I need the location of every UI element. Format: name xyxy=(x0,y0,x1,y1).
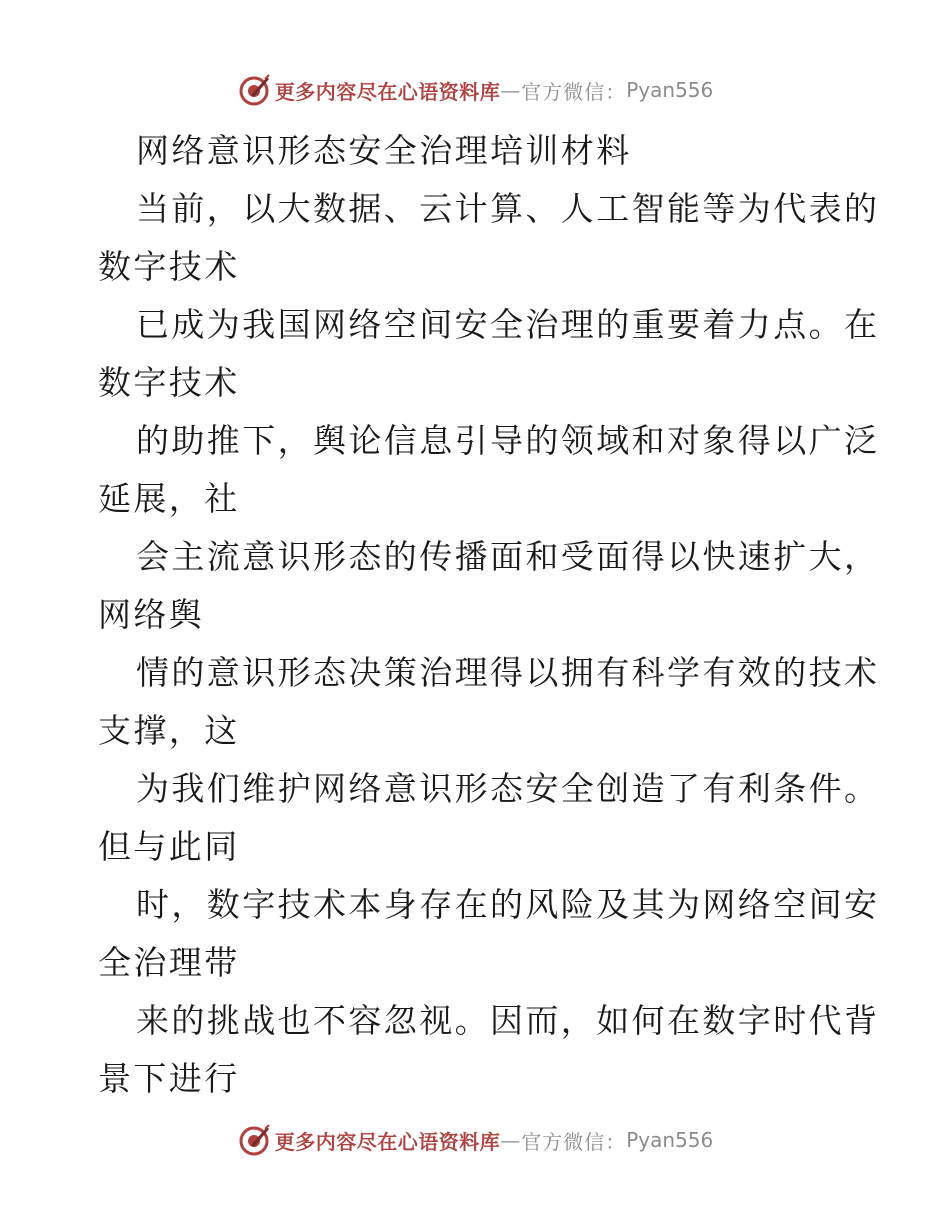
banner-wechat-label: 官方微信： xyxy=(521,1129,627,1154)
paragraph-line: 时，数字技术本身存在的风险及其为网络空间安 xyxy=(136,885,880,924)
paragraph-line: 支撑，这 xyxy=(98,711,240,750)
document-title: 网络意识形态安全治理培训材料 xyxy=(136,131,632,170)
paragraph-line: 的助推下，舆论信息引导的领域和对象得以广泛 xyxy=(136,421,880,460)
banner-brand-text: 更多内容尽在心语资料库 xyxy=(274,1129,501,1154)
quill-pen-logo-icon xyxy=(237,73,271,107)
paragraph-line: 但与此同 xyxy=(98,827,240,866)
banner-brand-text: 更多内容尽在心语资料库 xyxy=(274,79,501,104)
paragraph-line: 情的意识形态决策治理得以拥有科学有效的技术 xyxy=(136,653,880,692)
banner-dash: — xyxy=(500,78,522,102)
paragraph-line: 为我们维护网络意识形态安全创造了有利条件。 xyxy=(136,769,880,808)
paragraph-line: 延展，社 xyxy=(98,479,240,518)
paragraph-line: 来的挑战也不容忽视。因而，如何在数字时代背 xyxy=(136,1001,880,1040)
banner-wechat-id: Pyan556 xyxy=(626,78,714,102)
banner-wechat-id: Pyan556 xyxy=(626,1128,714,1152)
paragraph-line: 网络舆 xyxy=(98,595,205,634)
banner-wechat-label: 官方微信： xyxy=(521,79,627,104)
paragraph-line: 会主流意识形态的传播面和受面得以快速扩大， xyxy=(136,537,880,576)
paragraph-line: 数字技术 xyxy=(98,247,240,286)
paragraph-line: 当前，以大数据、云计算、人工智能等为代表的 xyxy=(136,189,880,228)
paragraph-line: 数字技术 xyxy=(98,363,240,402)
document-body xyxy=(98,122,880,1108)
header-watermark-banner xyxy=(0,70,950,110)
paragraph-line: 景下进行 xyxy=(98,1059,240,1098)
paragraph-line: 已成为我国网络空间安全治理的重要着力点。在 xyxy=(136,305,880,344)
banner-dash: — xyxy=(500,1128,522,1152)
quill-pen-logo-icon xyxy=(237,1123,271,1157)
paragraph-line: 全治理带 xyxy=(98,943,240,982)
footer-watermark-banner xyxy=(0,1120,950,1160)
